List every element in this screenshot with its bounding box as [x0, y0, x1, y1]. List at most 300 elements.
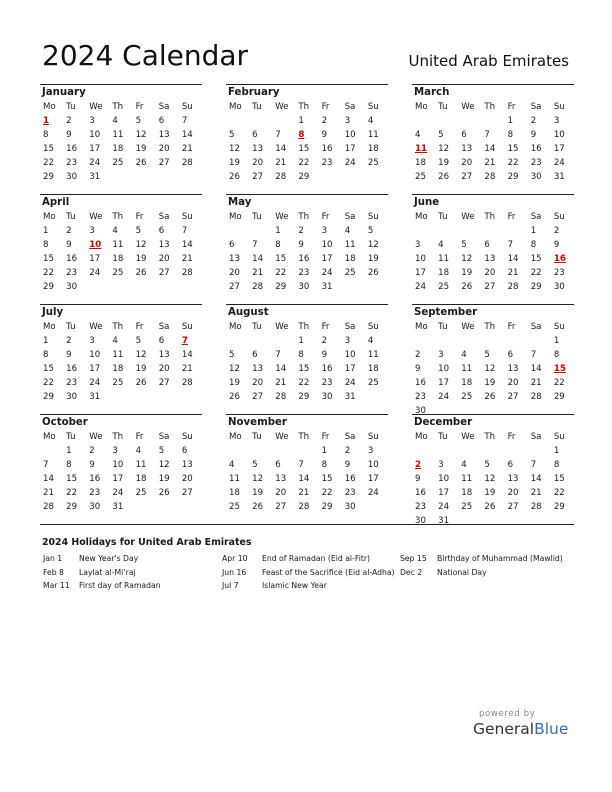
holiday-item — [222, 552, 395, 566]
day: 9 — [530, 130, 537, 140]
day: 13 — [229, 254, 240, 264]
weekday-header: Fr — [507, 212, 516, 222]
day: 26 — [135, 158, 147, 168]
day: 19 — [135, 144, 147, 154]
day: 18 — [415, 158, 426, 168]
day: 26 — [229, 392, 240, 402]
day: 7 — [298, 460, 304, 470]
day: 6 — [252, 130, 258, 140]
holiday-date: Feb 8 — [43, 567, 64, 577]
day: 11 — [229, 474, 240, 484]
day: 30 — [321, 392, 333, 402]
day: 5 — [229, 130, 235, 140]
day: 26 — [252, 502, 264, 512]
day: 28 — [484, 172, 496, 182]
weekday-header: Fr — [321, 102, 330, 112]
day: 2 — [553, 226, 560, 236]
day: 21 — [181, 144, 193, 154]
holiday-column — [222, 552, 395, 593]
weekday-header: Th — [112, 432, 124, 442]
day: 30 — [66, 392, 78, 402]
weekday-header: We — [89, 322, 103, 332]
weekday-header: Sa — [530, 102, 542, 112]
day: 31 — [89, 392, 101, 402]
day: 10 — [344, 130, 356, 140]
day: 14 — [530, 364, 542, 374]
day: 31 — [344, 392, 356, 402]
day: 15 — [530, 254, 542, 264]
day: 23 — [321, 378, 333, 388]
holiday-column — [400, 552, 563, 579]
day: 4 — [367, 116, 374, 126]
day: 17 — [89, 254, 101, 264]
day: 25 — [112, 378, 124, 388]
weekday-header: We — [89, 102, 103, 112]
day: 8 — [507, 130, 514, 140]
holiday-item — [43, 566, 161, 580]
day: 12 — [367, 240, 379, 250]
day: 2 — [530, 116, 537, 126]
day: 6 — [158, 226, 165, 236]
day: 5 — [461, 240, 467, 250]
day: 19 — [158, 474, 170, 484]
weekday-header: Mo — [415, 322, 428, 332]
day: 24 — [89, 158, 101, 168]
day: 6 — [181, 446, 188, 456]
day: 9 — [66, 130, 72, 140]
day: 15 — [66, 474, 78, 484]
holiday-name: Islamic New Year — [262, 581, 327, 590]
day: 12 — [135, 240, 147, 250]
day: 10 — [344, 350, 356, 360]
day: 27 — [484, 282, 496, 292]
day: 19 — [461, 268, 473, 278]
day: 23 — [415, 502, 426, 512]
weekday-header: Th — [298, 102, 310, 112]
day: 18 — [112, 144, 124, 154]
empty-day — [505, 224, 528, 238]
day: 11 — [438, 254, 450, 264]
weekday-header: Fr — [135, 102, 144, 112]
weekday-header: Sa — [530, 432, 542, 442]
day: 23 — [553, 268, 565, 278]
brand-general: General — [473, 720, 535, 738]
day: 5 — [367, 226, 374, 236]
day: 2 — [66, 226, 72, 236]
day: 28 — [181, 378, 193, 388]
day: 12 — [135, 350, 147, 360]
day: 11 — [367, 350, 379, 360]
day: 19 — [252, 488, 264, 498]
month-july — [40, 304, 202, 414]
weekday-header: Su — [553, 322, 565, 332]
weekday-header: Fr — [321, 322, 330, 332]
day: 7 — [530, 350, 537, 360]
month-row — [40, 194, 574, 304]
day: 18 — [367, 144, 379, 154]
day: 15 — [553, 474, 565, 484]
day: 13 — [158, 350, 170, 360]
weekday-header: Mo — [415, 102, 428, 112]
day: 18 — [461, 488, 473, 498]
day: 29 — [298, 172, 310, 182]
day: 22 — [530, 268, 542, 278]
day: 8 — [553, 460, 560, 470]
day: 8 — [43, 240, 49, 250]
weekday-header: Tu — [66, 432, 76, 442]
day: 25 — [367, 158, 379, 168]
weekday-header: We — [89, 432, 103, 442]
day: 1 — [298, 116, 304, 126]
day: 20 — [507, 378, 519, 388]
day: 23 — [89, 488, 101, 498]
month-row — [40, 84, 574, 194]
day: 30 — [415, 406, 426, 416]
day: 7 — [252, 240, 258, 250]
day: 13 — [158, 240, 170, 250]
day: 27 — [229, 282, 240, 292]
day: 31 — [112, 502, 124, 512]
weekday-header: Sa — [158, 322, 170, 332]
day: 1 — [43, 226, 49, 236]
day: 3 — [553, 116, 560, 126]
day: 19 — [229, 378, 240, 388]
day: 10 — [438, 364, 450, 374]
day: 29 — [43, 282, 54, 292]
day: 6 — [507, 350, 514, 360]
weekday-header: Tu — [66, 102, 76, 112]
day: 10 — [89, 130, 101, 140]
weekday-header: Mo — [229, 322, 242, 332]
day: 16 — [344, 474, 356, 484]
day: 4 — [367, 336, 374, 346]
day: 24 — [415, 282, 426, 292]
day: 14 — [275, 364, 287, 374]
day: 24 — [89, 378, 101, 388]
empty-day — [226, 334, 249, 348]
day: 14 — [484, 144, 496, 154]
month-name: June — [414, 197, 440, 208]
day: 23 — [66, 268, 78, 278]
day: 15 — [507, 144, 519, 154]
holiday-date: Mar 11 — [43, 581, 70, 590]
holiday-date: Apr 10 — [222, 554, 248, 563]
holiday-name: Feast of the Sacrifice (Eid al-Adha) — [262, 567, 395, 577]
day: 23 — [321, 158, 333, 168]
day: 28 — [298, 502, 310, 512]
day: 25 — [415, 172, 426, 182]
weekday-header: Tu — [66, 322, 76, 332]
day: 17 — [553, 144, 565, 154]
day: 16 — [66, 144, 78, 154]
day: 29 — [507, 172, 519, 182]
day: 4 — [438, 240, 444, 250]
day: 2 — [298, 226, 304, 236]
weekday-header: Sa — [530, 322, 542, 332]
day: 20 — [229, 268, 240, 278]
weekday-header: Tu — [252, 322, 262, 332]
weekday-header: Su — [553, 102, 565, 112]
holiday-column — [43, 552, 161, 593]
day: 30 — [66, 282, 78, 292]
empty-day — [412, 444, 435, 458]
month-name: August — [228, 307, 269, 318]
empty-day — [528, 334, 551, 348]
month-row — [40, 414, 574, 524]
day: 3 — [89, 336, 95, 346]
day: 5 — [484, 350, 490, 360]
weekday-header: Tu — [438, 212, 448, 222]
day: 30 — [530, 172, 542, 182]
day: 23 — [344, 488, 356, 498]
day: 12 — [135, 130, 147, 140]
day: 16 — [298, 254, 310, 264]
weekday-header: Su — [553, 212, 565, 222]
weekday-header: Sa — [158, 212, 170, 222]
day: 6 — [229, 240, 235, 250]
weekday-header: Mo — [229, 102, 242, 112]
page-title: 2024 Calendar — [42, 39, 249, 72]
day: 18 — [438, 268, 450, 278]
day: 23 — [66, 378, 78, 388]
day: 12 — [438, 144, 450, 154]
day: 3 — [89, 226, 95, 236]
day: 22 — [275, 268, 287, 278]
day: 2 — [66, 336, 72, 346]
weekday-header: We — [461, 212, 475, 222]
empty-day — [505, 334, 528, 348]
day: 12 — [461, 254, 473, 264]
day: 26 — [484, 392, 496, 402]
holidays-title: 2024 Holidays for United Arab Emirates — [42, 537, 252, 548]
day: 23 — [298, 268, 310, 278]
day: 20 — [507, 488, 519, 498]
day: 17 — [344, 144, 356, 154]
day: 25 — [461, 392, 473, 402]
weekday-header: Mo — [43, 102, 56, 112]
weekday-header: Th — [112, 322, 124, 332]
day: 29 — [298, 392, 310, 402]
day: 6 — [275, 460, 281, 470]
day: 20 — [158, 254, 170, 264]
empty-day — [272, 334, 295, 348]
day: 19 — [229, 158, 240, 168]
empty-day — [481, 224, 504, 238]
weekday-header: Th — [484, 102, 496, 112]
empty-day — [458, 334, 481, 348]
brand-blue: Blue — [534, 720, 569, 738]
day: 26 — [367, 268, 379, 278]
holiday-day: 11 — [415, 144, 427, 154]
day: 12 — [484, 474, 496, 484]
day: 1 — [275, 226, 281, 236]
month-february — [226, 84, 388, 194]
day: 3 — [344, 336, 351, 346]
empty-day — [412, 334, 435, 348]
holiday-day: 15 — [553, 364, 566, 374]
day: 17 — [415, 268, 426, 278]
day: 28 — [275, 172, 287, 182]
weekday-header: Fr — [135, 432, 144, 442]
day: 2 — [344, 446, 351, 456]
day: 25 — [461, 502, 473, 512]
empty-day — [435, 444, 458, 458]
day: 14 — [43, 474, 54, 484]
day: 22 — [298, 378, 310, 388]
day: 29 — [275, 282, 287, 292]
day: 25 — [367, 378, 379, 388]
weekday-header: Su — [367, 212, 379, 222]
month-name: October — [42, 417, 88, 428]
weekday-header: Fr — [321, 432, 330, 442]
day: 29 — [530, 282, 542, 292]
day: 5 — [135, 116, 142, 126]
day: 4 — [415, 130, 421, 140]
day: 20 — [181, 474, 193, 484]
day: 6 — [252, 350, 258, 360]
weekday-header: Th — [298, 322, 310, 332]
day: 1 — [507, 116, 514, 126]
day: 2 — [415, 350, 421, 360]
day: 2 — [89, 446, 95, 456]
weekday-header: We — [275, 102, 289, 112]
day: 3 — [415, 240, 421, 250]
day: 27 — [158, 158, 170, 168]
empty-day — [226, 444, 249, 458]
weekday-header: Th — [484, 212, 496, 222]
day: 24 — [438, 502, 450, 512]
month-name: January — [42, 87, 86, 98]
weekday-header: Mo — [43, 212, 56, 222]
day: 10 — [321, 240, 333, 250]
day: 20 — [252, 158, 264, 168]
day: 16 — [321, 144, 333, 154]
day: 19 — [484, 488, 496, 498]
day: 27 — [158, 268, 170, 278]
day: 1 — [530, 226, 537, 236]
holiday-item — [43, 552, 161, 566]
month-december — [412, 414, 574, 524]
day: 14 — [252, 254, 264, 264]
day: 16 — [415, 488, 426, 498]
day: 16 — [530, 144, 542, 154]
day: 4 — [461, 350, 467, 360]
weekday-header: Th — [112, 102, 124, 112]
day: 14 — [507, 254, 519, 264]
weekday-header: We — [275, 212, 289, 222]
weekday-header: Sa — [158, 432, 170, 442]
holiday-day: 1 — [43, 116, 49, 126]
empty-day — [435, 334, 458, 348]
day: 15 — [298, 364, 310, 374]
day: 9 — [415, 474, 421, 484]
empty-day — [412, 224, 435, 238]
holiday-date: Sep 15 — [400, 554, 427, 563]
day: 30 — [298, 282, 310, 292]
brand-logo[interactable] — [473, 720, 568, 738]
day: 18 — [135, 474, 147, 484]
day: 30 — [89, 502, 101, 512]
day: 21 — [43, 488, 54, 498]
day: 15 — [298, 144, 310, 154]
weekday-header: Su — [181, 212, 193, 222]
day: 4 — [135, 446, 142, 456]
day: 31 — [438, 516, 450, 526]
day: 21 — [507, 268, 519, 278]
day: 24 — [112, 488, 124, 498]
day: 18 — [112, 364, 124, 374]
day: 22 — [43, 158, 54, 168]
weekday-header: Sa — [344, 432, 356, 442]
day: 17 — [321, 254, 333, 264]
day: 15 — [43, 364, 54, 374]
powered-by-label: powered by — [479, 709, 536, 719]
holiday-date: Jan 1 — [43, 554, 63, 563]
day: 17 — [112, 474, 124, 484]
empty-day — [249, 114, 272, 128]
weekday-header: Su — [367, 432, 379, 442]
month-name: February — [228, 87, 280, 98]
holiday-item — [222, 566, 395, 580]
day: 29 — [43, 172, 54, 182]
day: 24 — [344, 158, 356, 168]
empty-day — [226, 114, 249, 128]
day: 26 — [135, 378, 147, 388]
day: 13 — [252, 144, 264, 154]
day: 28 — [181, 268, 193, 278]
weekday-header: Tu — [66, 212, 76, 222]
weekday-header: Mo — [229, 212, 242, 222]
weekday-header: Su — [181, 322, 193, 332]
day: 16 — [321, 364, 333, 374]
month-name: November — [228, 417, 287, 428]
day: 14 — [298, 474, 310, 484]
day: 25 — [112, 268, 124, 278]
day: 26 — [484, 502, 496, 512]
day: 17 — [438, 488, 450, 498]
day: 14 — [181, 130, 193, 140]
weekday-header: Tu — [252, 102, 262, 112]
weekday-header: Su — [181, 432, 193, 442]
holiday-name: End of Ramadan (Eid al-Fitr) — [262, 554, 371, 563]
day: 30 — [415, 516, 426, 526]
weekday-header: Fr — [507, 322, 516, 332]
weekday-header: Fr — [135, 322, 144, 332]
day: 11 — [112, 350, 124, 360]
holiday-day: 8 — [298, 130, 305, 140]
day: 8 — [530, 240, 537, 250]
weekday-header: Th — [484, 322, 496, 332]
day: 10 — [112, 460, 124, 470]
day: 8 — [321, 460, 328, 470]
day: 4 — [112, 336, 118, 346]
day: 25 — [229, 502, 240, 512]
day: 29 — [553, 392, 565, 402]
day: 5 — [484, 460, 490, 470]
day: 27 — [507, 502, 519, 512]
holiday-day: 16 — [553, 254, 566, 264]
day: 22 — [43, 268, 54, 278]
day: 31 — [321, 282, 333, 292]
weekday-header: Th — [112, 212, 124, 222]
day: 15 — [43, 144, 54, 154]
day: 2 — [321, 336, 328, 346]
day: 3 — [367, 446, 374, 456]
day: 28 — [530, 502, 542, 512]
holiday-date: Jul 7 — [222, 581, 239, 590]
day: 10 — [89, 350, 101, 360]
day: 28 — [252, 282, 264, 292]
